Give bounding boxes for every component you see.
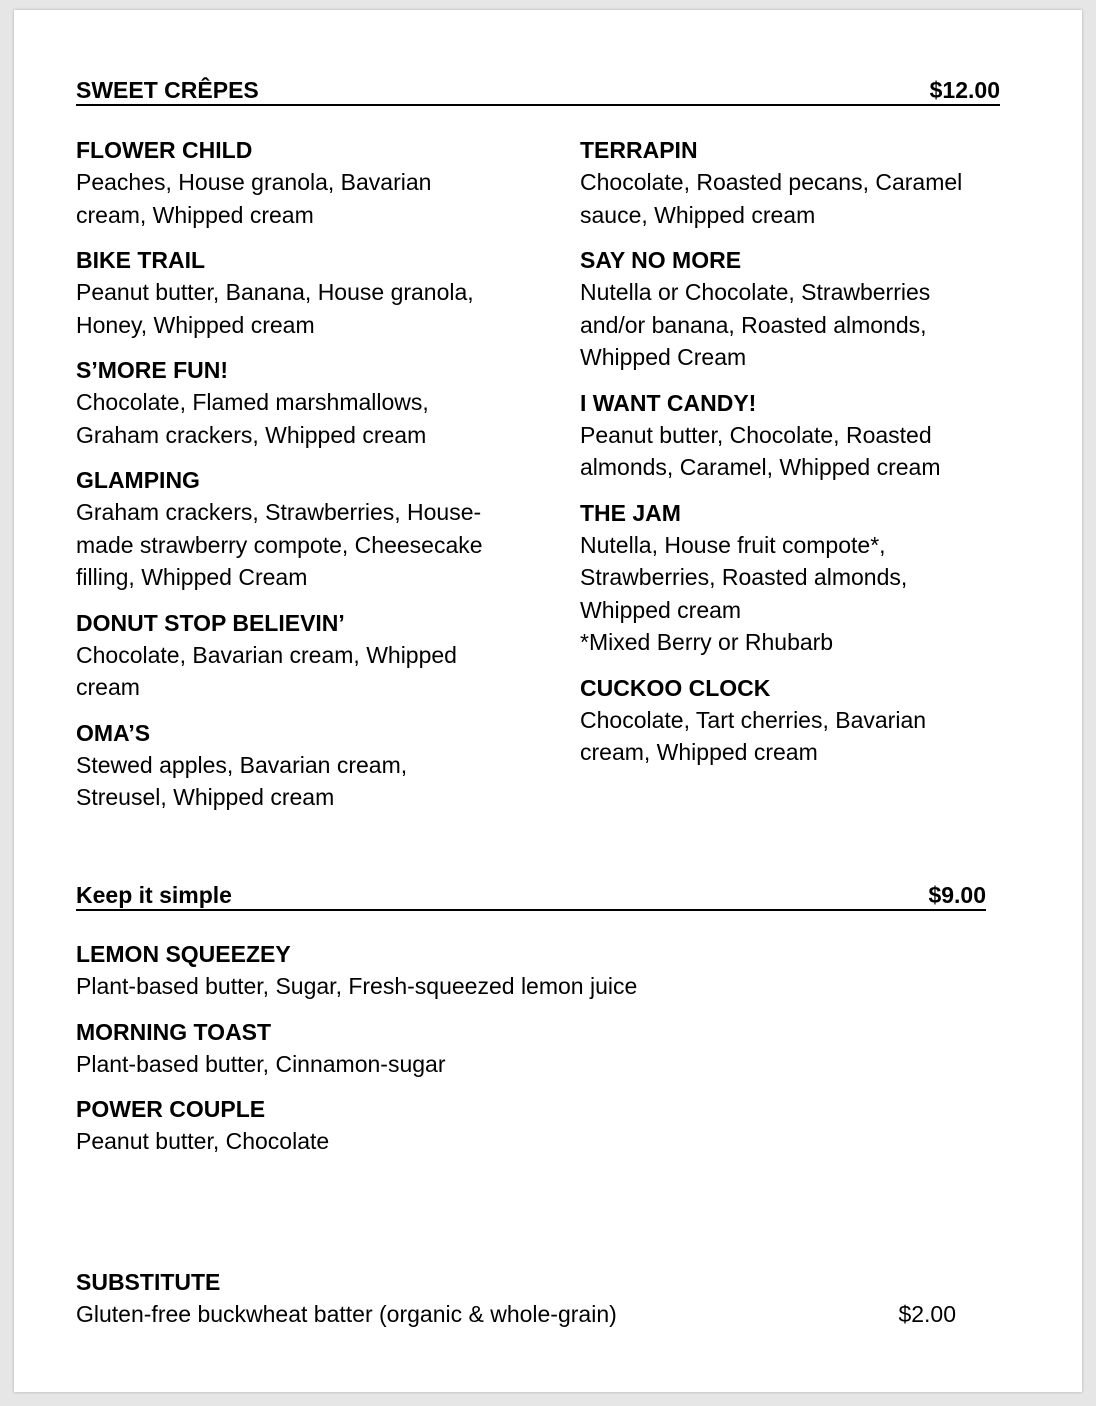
- menu-item: [580, 387, 1050, 484]
- substitute-title: SUBSTITUTE: [76, 1269, 221, 1295]
- keep-it-simple-title: Keep it simple: [76, 882, 232, 908]
- menu-item: [76, 717, 546, 814]
- item-description: Peanut butter, Banana, House granola, Honey, Whipped cream: [76, 279, 474, 338]
- item-name: GLAMPING: [76, 467, 200, 493]
- sweet-crepes-price: $12.00: [929, 77, 1000, 103]
- item-name: I WANT CANDY!: [580, 389, 757, 416]
- substitute-row: [76, 1298, 956, 1330]
- menu-item: [580, 672, 1050, 769]
- menu-item: [580, 244, 1050, 374]
- menu-item: [76, 938, 976, 1003]
- sweet-left-column: [76, 134, 546, 827]
- item-description: Chocolate, Roasted pecans, Caramel sauce, Whipped cream: [580, 169, 963, 228]
- item-description: Peanut butter, Chocolate: [76, 1128, 330, 1154]
- item-description: Chocolate, Bavarian cream, Whipped cream: [76, 641, 457, 700]
- item-name: OMA’S: [76, 719, 151, 746]
- menu-page: [14, 10, 1082, 1392]
- item-name: POWER COUPLE: [76, 1096, 266, 1122]
- item-description: Chocolate, Flamed marshmallows, Graham crackers, Whipped cream: [76, 389, 429, 448]
- sweet-crepes-header: [76, 74, 1000, 106]
- item-description: Nutella or Chocolate, Strawberries and/or banana, Roasted almonds, Whipped Cream: [580, 279, 931, 370]
- item-description: Nutella, House fruit compote*, Strawberries, Roasted almonds, Whipped cream: [580, 531, 908, 623]
- item-name: FLOWER CHILD: [76, 137, 253, 163]
- menu-item: [580, 134, 1050, 231]
- menu-item: [76, 134, 546, 231]
- substitute-description: Gluten-free buckwheat batter (organic & whole-grain): [76, 1301, 617, 1327]
- sweet-crepes-title: SWEET CRÊPES: [76, 77, 259, 103]
- substitute-section: [76, 1266, 976, 1330]
- item-description: Graham crackers, Strawberries, House-made strawberry compote, Cheesecake filling, Whipped Cream: [76, 499, 483, 590]
- item-name: SAY NO MORE: [580, 247, 742, 273]
- menu-item: [76, 464, 546, 594]
- item-name: DONUT STOP BELIEVIN’: [76, 609, 345, 636]
- item-name: BIKE TRAIL: [76, 247, 206, 273]
- menu-item: [76, 1016, 976, 1081]
- keep-it-simple-list: [76, 938, 976, 1171]
- menu-item: [580, 497, 1050, 659]
- keep-it-simple-header: [76, 879, 986, 911]
- menu-item: [76, 244, 546, 341]
- sweet-right-column: [580, 134, 1050, 782]
- item-name: S’MORE FUN!: [76, 357, 229, 383]
- item-description: Plant-based butter, Sugar, Fresh-squeezed lemon juice: [76, 973, 638, 999]
- item-description: Peaches, House granola, Bavarian cream, Whipped cream: [76, 169, 432, 228]
- item-description: Peanut butter, Chocolate, Roasted almonds, Caramel, Whipped cream: [580, 421, 941, 480]
- menu-item: [76, 354, 546, 451]
- item-description: Plant-based butter, Cinnamon-sugar: [76, 1050, 446, 1077]
- item-name: THE JAM: [580, 499, 681, 526]
- item-name: LEMON SQUEEZEY: [76, 941, 291, 967]
- item-name: MORNING TOAST: [76, 1018, 272, 1045]
- menu-item: [76, 607, 546, 704]
- keep-it-simple-price: $9.00: [928, 882, 986, 908]
- item-name: TERRAPIN: [580, 137, 698, 163]
- item-description: Stewed apples, Bavarian cream, Streusel, Whipped cream: [76, 751, 408, 810]
- substitute-price: $2.00: [898, 1301, 956, 1327]
- item-footnote: *Mixed Berry or Rhubarb: [580, 629, 834, 655]
- menu-item: [76, 1093, 976, 1158]
- item-name: CUCKOO CLOCK: [580, 674, 771, 701]
- item-description: Chocolate, Tart cherries, Bavarian cream, Whipped cream: [580, 706, 927, 765]
